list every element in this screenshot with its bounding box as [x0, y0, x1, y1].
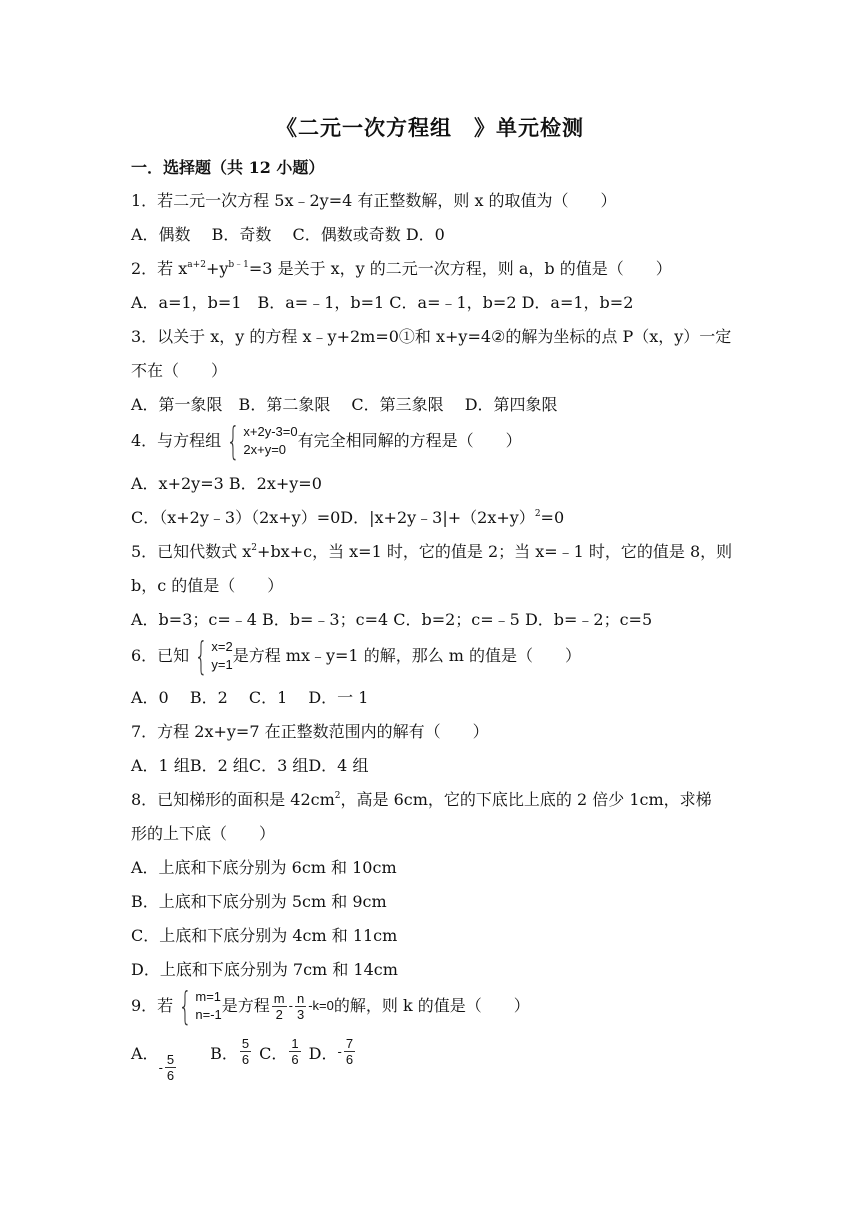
- question-3-stem-line1: 3．以关于 x，y 的方程 x﹣y+2m=0①和 x+y=4②的解为坐标的点 P（x，y）一定: [131, 327, 732, 346]
- system-equation-1: m=1: [195, 989, 222, 1004]
- q9-option-a-label: A．: [131, 1044, 159, 1063]
- question-8-option-b: B．上底和下底分别为 5cm 和 9cm: [131, 892, 387, 911]
- fraction: [289, 1036, 300, 1067]
- q5-text-a: 5．已知代数式 x: [131, 542, 252, 561]
- q5-exponent: 2: [251, 543, 258, 553]
- fraction-numerator: m: [273, 990, 285, 1006]
- question-1-stem: 1．若二元一次方程 5x﹣2y=4 有正整数解，则 x 的取值为（ ）: [131, 191, 617, 210]
- q9-option-c-label: C．: [259, 1044, 288, 1063]
- question-7-stem: 7．方程 2x+y=7 在正整数范围内的解有（ ）: [131, 722, 489, 741]
- question-4-options-ab: A．x+2y=3 B．2x+y=0: [131, 474, 322, 493]
- q9-option-a-value: [159, 1052, 179, 1083]
- q8-exponent: 2: [334, 791, 341, 801]
- fraction-numerator: n: [296, 990, 305, 1006]
- fraction: [240, 1036, 251, 1067]
- q4-text-pre: 4．与方程组: [131, 431, 222, 450]
- question-4-options-cd: [131, 508, 564, 528]
- question-3-stem-line2: 不在（ ）: [131, 361, 228, 380]
- question-8-option-a: A．上底和下底分别为 6cm 和 10cm: [131, 858, 397, 877]
- q4-opt-d-exponent: 2: [534, 509, 541, 519]
- question-6-options: A．0 B．2 C．1 D．一 1: [131, 688, 369, 707]
- q8-text-a: 8．已知梯形的面积是 42cm: [131, 790, 335, 809]
- q4-text-post: 有完全相同解的方程是（ ）: [297, 431, 522, 450]
- q9-option-b-label: B．: [210, 1044, 238, 1063]
- question-5-stem-line1: [131, 542, 732, 562]
- fraction-denominator: 6: [291, 1052, 299, 1067]
- fraction-numerator: 1: [291, 1036, 299, 1051]
- q2-exponent-a: a+2: [187, 260, 206, 270]
- fraction-n-over-3: [295, 991, 306, 1022]
- brace-symbol: {: [194, 634, 208, 678]
- negative-sign: -: [337, 1043, 342, 1059]
- fraction-m-over-2: [272, 991, 287, 1022]
- equation-system: [189, 636, 233, 676]
- brace-symbol: {: [226, 419, 240, 463]
- equation-system: [173, 986, 222, 1026]
- question-8-stem-line1: [131, 790, 712, 810]
- question-3-options: A．第一象限 B．第二象限 C．第三象限 D．第四象限: [131, 395, 558, 414]
- fraction-numerator: 5: [241, 1036, 250, 1051]
- q6-text-post: 是方程 mx﹣y=1 的解，那么 m 的值是（ ）: [232, 646, 582, 665]
- question-9-options: [131, 1036, 357, 1090]
- minus-sign: -: [288, 998, 293, 1013]
- system-equation-1: x=2: [211, 639, 233, 654]
- system-equation-2: n=-1: [195, 1007, 222, 1022]
- question-9-stem: [131, 986, 530, 1026]
- fraction: [344, 1036, 355, 1067]
- question-2-stem: [131, 259, 672, 279]
- q6-text-pre: 6．已知: [131, 646, 190, 665]
- question-8-option-c: C．上底和下底分别为 4cm 和 11cm: [131, 926, 398, 945]
- question-2-options: A．a=1，b=1 B．a=﹣1，b=1 C．a=﹣1，b=2 D．a=1，b=2: [131, 293, 634, 312]
- q4-opt-d-tail: =0: [540, 508, 565, 527]
- q8-text-b: ，高是 6cm，它的下底比上底的 2 倍少 1cm，求梯: [340, 790, 712, 809]
- question-5-stem-line2: b，c 的值是（ ）: [131, 576, 284, 595]
- fraction-denominator: 2: [275, 1006, 283, 1022]
- question-8-stem-line2: 形的上下底（ ）: [131, 824, 276, 843]
- q9-text-mid: 是方程: [221, 996, 270, 1015]
- fraction: [165, 1052, 176, 1083]
- q4-opt-c-text: C．（x+2y﹣3）（2x+y）=0D．|x+2y﹣3|+（2x+y）: [131, 508, 535, 527]
- negative-sign: -: [158, 1059, 163, 1075]
- q5-text-b: +bx+c，当 x=1 时，它的值是 2；当 x=﹣1 时，它的值是 8，则: [257, 542, 733, 561]
- fraction-denominator: 6: [345, 1052, 354, 1067]
- q2-text-b: +y: [205, 259, 229, 278]
- equation-tail: -k=0: [308, 998, 334, 1013]
- fraction-numerator: 5: [166, 1052, 175, 1067]
- question-4-stem: [131, 421, 522, 461]
- fraction-denominator: 3: [296, 1006, 305, 1022]
- brace-symbol: {: [178, 984, 192, 1028]
- q9-text-post: 的解，则 k 的值是（ ）: [333, 996, 530, 1015]
- question-7-options: A．1 组B．2 组C．3 组D．4 组: [131, 756, 369, 775]
- fraction-denominator: 6: [241, 1052, 250, 1067]
- fraction-numerator: 7: [345, 1036, 354, 1051]
- system-equation-2: 2x+y=0: [243, 442, 287, 457]
- question-6-stem: [131, 636, 581, 676]
- section-heading: 一．选择题（共 12 小题）: [131, 158, 325, 177]
- question-5-options: A．b=3；c=﹣4 B．b=﹣3；c=4 C．b=2；c=﹣5 D．b=﹣2；c=5: [131, 610, 653, 629]
- q2-text-c: =3 是关于 x，y 的二元一次方程，则 a，b 的值是（ ）: [248, 259, 672, 278]
- system-equation-1: x+2y-3=0: [243, 424, 298, 439]
- q9-option-d-label: D．: [308, 1044, 338, 1063]
- question-1-options: A．偶数 B．奇数 C．偶数或奇数 D．0: [131, 225, 445, 244]
- equation-system: [221, 421, 297, 461]
- q2-text-a: 2．若 x: [131, 259, 188, 278]
- system-equation-2: y=1: [211, 657, 233, 672]
- fraction-denominator: 6: [166, 1068, 175, 1083]
- q2-exponent-b: b﹣1: [228, 260, 249, 270]
- q9-text-pre: 9．若: [131, 996, 174, 1015]
- document-title: 《二元一次方程组 》单元检测: [276, 115, 584, 140]
- question-8-option-d: D．上底和下底分别为 7cm 和 14cm: [131, 960, 398, 979]
- q9-option-d-value: [337, 1036, 357, 1067]
